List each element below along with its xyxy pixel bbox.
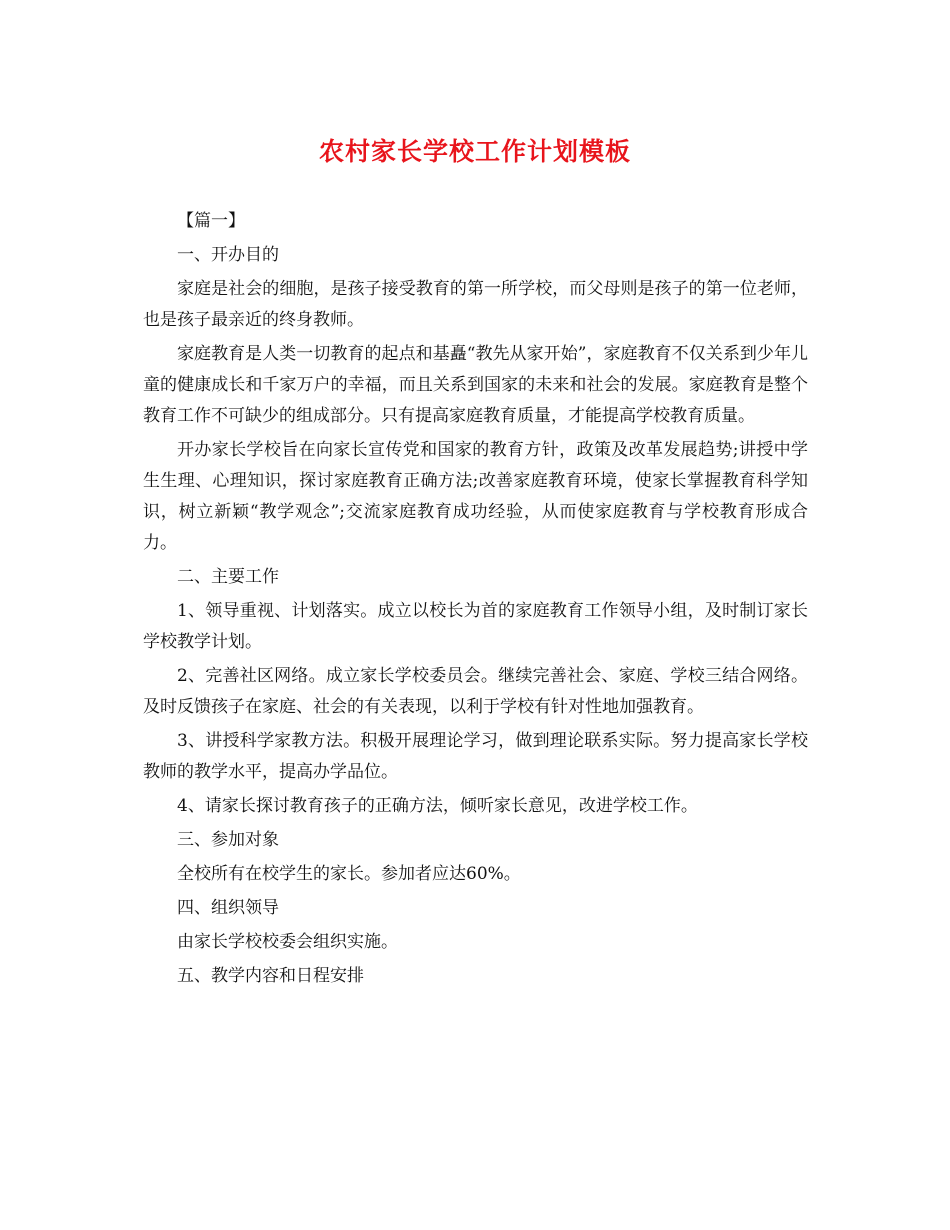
list-item: 3、讲授科学家教方法。积极开展理论学习，做到理论联系实际。努力提高家长学校教师的教学水平，提高办学品位。 [143, 731, 808, 782]
paragraph: 家庭教育是人类一切教育的起点和基矗“教先从家开始”，家庭教育不仅关系到少年儿童的健康成长和千家万户的幸福，而且关系到国家的未来和社会的发展。家庭教育是整个教育工作不可缺少的组成部分。只有提高家庭教育质量，才能提高学校教育质量。 [143, 344, 808, 426]
list-item: 1、领导重视、计划落实。成立以校长为首的家庭教育工作领导小组，及时制订家长学校教学计划。 [143, 601, 808, 652]
heading-participants: 三、参加对象 [177, 830, 279, 850]
heading-schedule: 五、教学内容和日程安排 [177, 966, 364, 986]
heading-main-work: 二、主要工作 [177, 567, 279, 587]
paragraph: 开办家长学校旨在向家长宣传党和国家的教育方针，政策及改革发展趋势;讲授中学生生理、心理知识，探讨家庭教育正确方法;改善家庭教育环境，使家长掌握教育科学知识，树立新颖“教学观念”;交流家庭教育成功经验，从而使家庭教育与学校教育形成合力。 [143, 440, 808, 553]
heading-purpose: 一、开办目的 [177, 245, 279, 265]
document-body [143, 206, 808, 995]
heading-organization: 四、组织领导 [177, 898, 279, 918]
list-item: 4、请家长探讨教育孩子的正确方法，倾听家长意见，改进学校工作。 [177, 796, 698, 816]
document-title: 农村家长学校工作计划模板 [318, 137, 631, 166]
paragraph: 家庭是社会的细胞，是孩子接受教育的第一所学校，而父母则是孩子的第一位老师，也是孩子最亲近的终身教师。 [143, 279, 808, 330]
list-item: 2、完善社区网络。成立家长学校委员会。继续完善社会、家庭、学校三结合网络。及时反馈孩子在家庭、社会的有关表现，以利于学校有针对性地加强教育。 [143, 666, 808, 717]
paragraph: 由家长学校校委会组织实施。 [177, 932, 398, 952]
paragraph: 全校所有在校学生的家长。参加者应达60%。 [177, 864, 521, 884]
section-marker: 【篇一】 [177, 211, 245, 231]
